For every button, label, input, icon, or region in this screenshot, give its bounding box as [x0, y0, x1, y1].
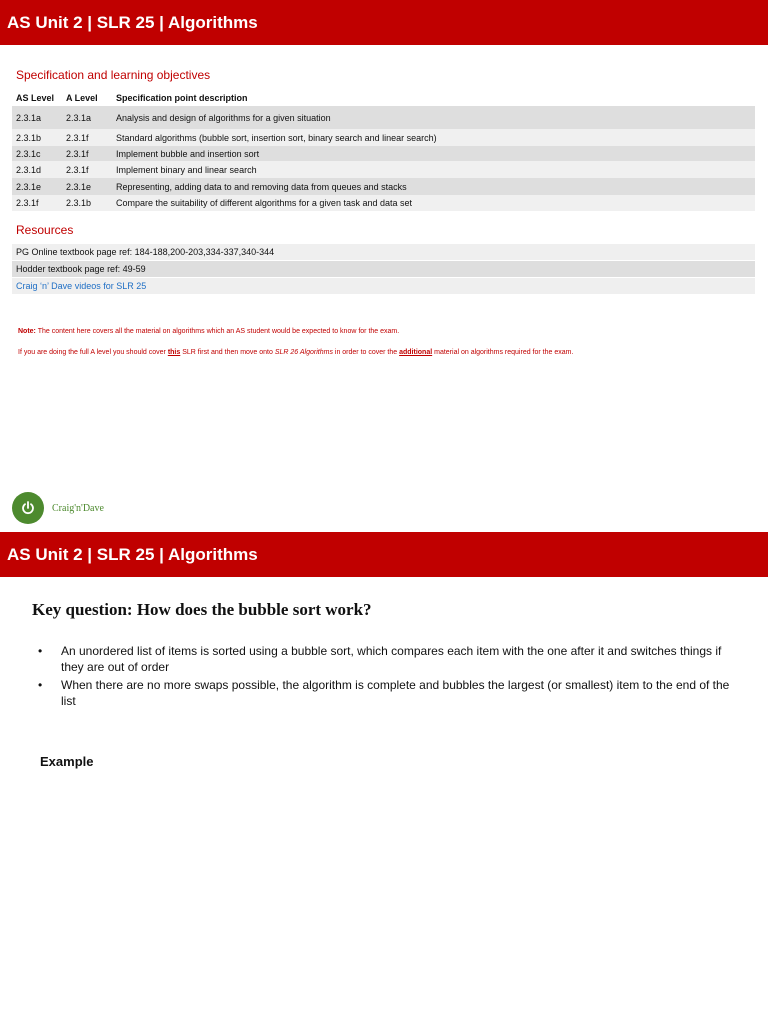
- note-emph-this: this: [167, 349, 181, 356]
- cell-as: 2.3.1a: [16, 112, 42, 123]
- table-row: [12, 195, 755, 211]
- note-text: in order to cover the: [332, 349, 400, 356]
- bullet-text: When there are no more swaps possible, the algorithm is complete and bubbles the largest (or smallest) item to the end of the list: [61, 678, 730, 708]
- spec-heading: Specification and learning objectives: [16, 68, 211, 82]
- cell-as: 2.3.1b: [16, 132, 42, 143]
- resource-videos-link[interactable]: Craig ‘n’ Dave videos for SLR 25: [12, 278, 755, 294]
- cell-desc: Analysis and design of algorithms for a given situation: [116, 112, 331, 123]
- table-row: [12, 178, 755, 195]
- note-line-2: [18, 349, 573, 356]
- note-text: The content here covers all the material on algorithms which an AS student would be expected to know for the exam.: [35, 328, 400, 335]
- note-slr-ref: SLR 26 Algorithms: [274, 349, 333, 356]
- cell-desc: Compare the suitability of different algorithms for a given task and data set: [116, 198, 412, 208]
- cell-desc: Implement bubble and insertion sort: [116, 148, 260, 159]
- note-emph-additional: additional: [399, 349, 433, 356]
- example-label: Example: [40, 754, 94, 769]
- cell-a: 2.3.1a: [66, 112, 92, 123]
- brand-name: Craig'n'Dave: [52, 503, 104, 514]
- col-a-level: A Level: [62, 89, 112, 106]
- resource-pg-online: PG Online textbook page ref: 184-188,200-203,334-337,340-344: [12, 244, 755, 260]
- table-row: [12, 146, 755, 161]
- cell-as: 2.3.1c: [16, 148, 41, 159]
- table-row: [12, 129, 755, 146]
- cell-a: 2.3.1f: [66, 164, 89, 175]
- slide-header: AS Unit 2 | SLR 25 | Algorithms: [0, 532, 768, 577]
- cell-a: 2.3.1b: [66, 198, 92, 208]
- list-item: [34, 643, 740, 675]
- bullet-text: An unordered list of items is sorted using a bubble sort, which compares each item with the one after it and switches things if they are out of order: [61, 644, 722, 674]
- power-logo-icon: [12, 492, 44, 524]
- spec-table: [12, 89, 755, 211]
- table-row: [12, 106, 755, 129]
- note-text: material on algorithms required for the exam.: [432, 349, 574, 356]
- bullet-icon: •: [38, 644, 43, 658]
- cell-as: 2.3.1d: [16, 164, 42, 175]
- table-row: [12, 161, 755, 178]
- note-text: SLR first and then move onto: [180, 349, 275, 356]
- col-description: Specification point description: [112, 89, 755, 106]
- cell-as: 2.3.1f: [16, 198, 39, 208]
- resource-hodder: Hodder textbook page ref: 49-59: [12, 261, 755, 277]
- cell-a: 2.3.1e: [66, 181, 92, 192]
- slide-header: AS Unit 2 | SLR 25 | Algorithms: [0, 0, 768, 45]
- list-item: [34, 677, 740, 709]
- spec-table-header: [12, 89, 755, 106]
- resources-heading: Resources: [16, 223, 74, 237]
- cell-desc: Standard algorithms (bubble sort, insertion sort, binary search and linear search): [116, 132, 437, 143]
- key-question: Key question: How does the bubble sort work?: [32, 600, 372, 619]
- col-as-level: AS Level: [12, 89, 62, 106]
- cell-desc: Representing, adding data to and removing data from queues and stacks: [116, 181, 407, 192]
- bullet-list: [34, 643, 740, 711]
- note-line-1: [18, 328, 399, 335]
- cell-desc: Implement binary and linear search: [116, 164, 257, 175]
- note-text: If you are doing the full A level you should cover: [18, 349, 168, 356]
- cell-as: 2.3.1e: [16, 181, 42, 192]
- cell-a: 2.3.1f: [66, 132, 89, 143]
- cell-a: 2.3.1f: [66, 148, 89, 159]
- bullet-icon: •: [38, 678, 43, 692]
- note-label: Note:: [18, 328, 36, 335]
